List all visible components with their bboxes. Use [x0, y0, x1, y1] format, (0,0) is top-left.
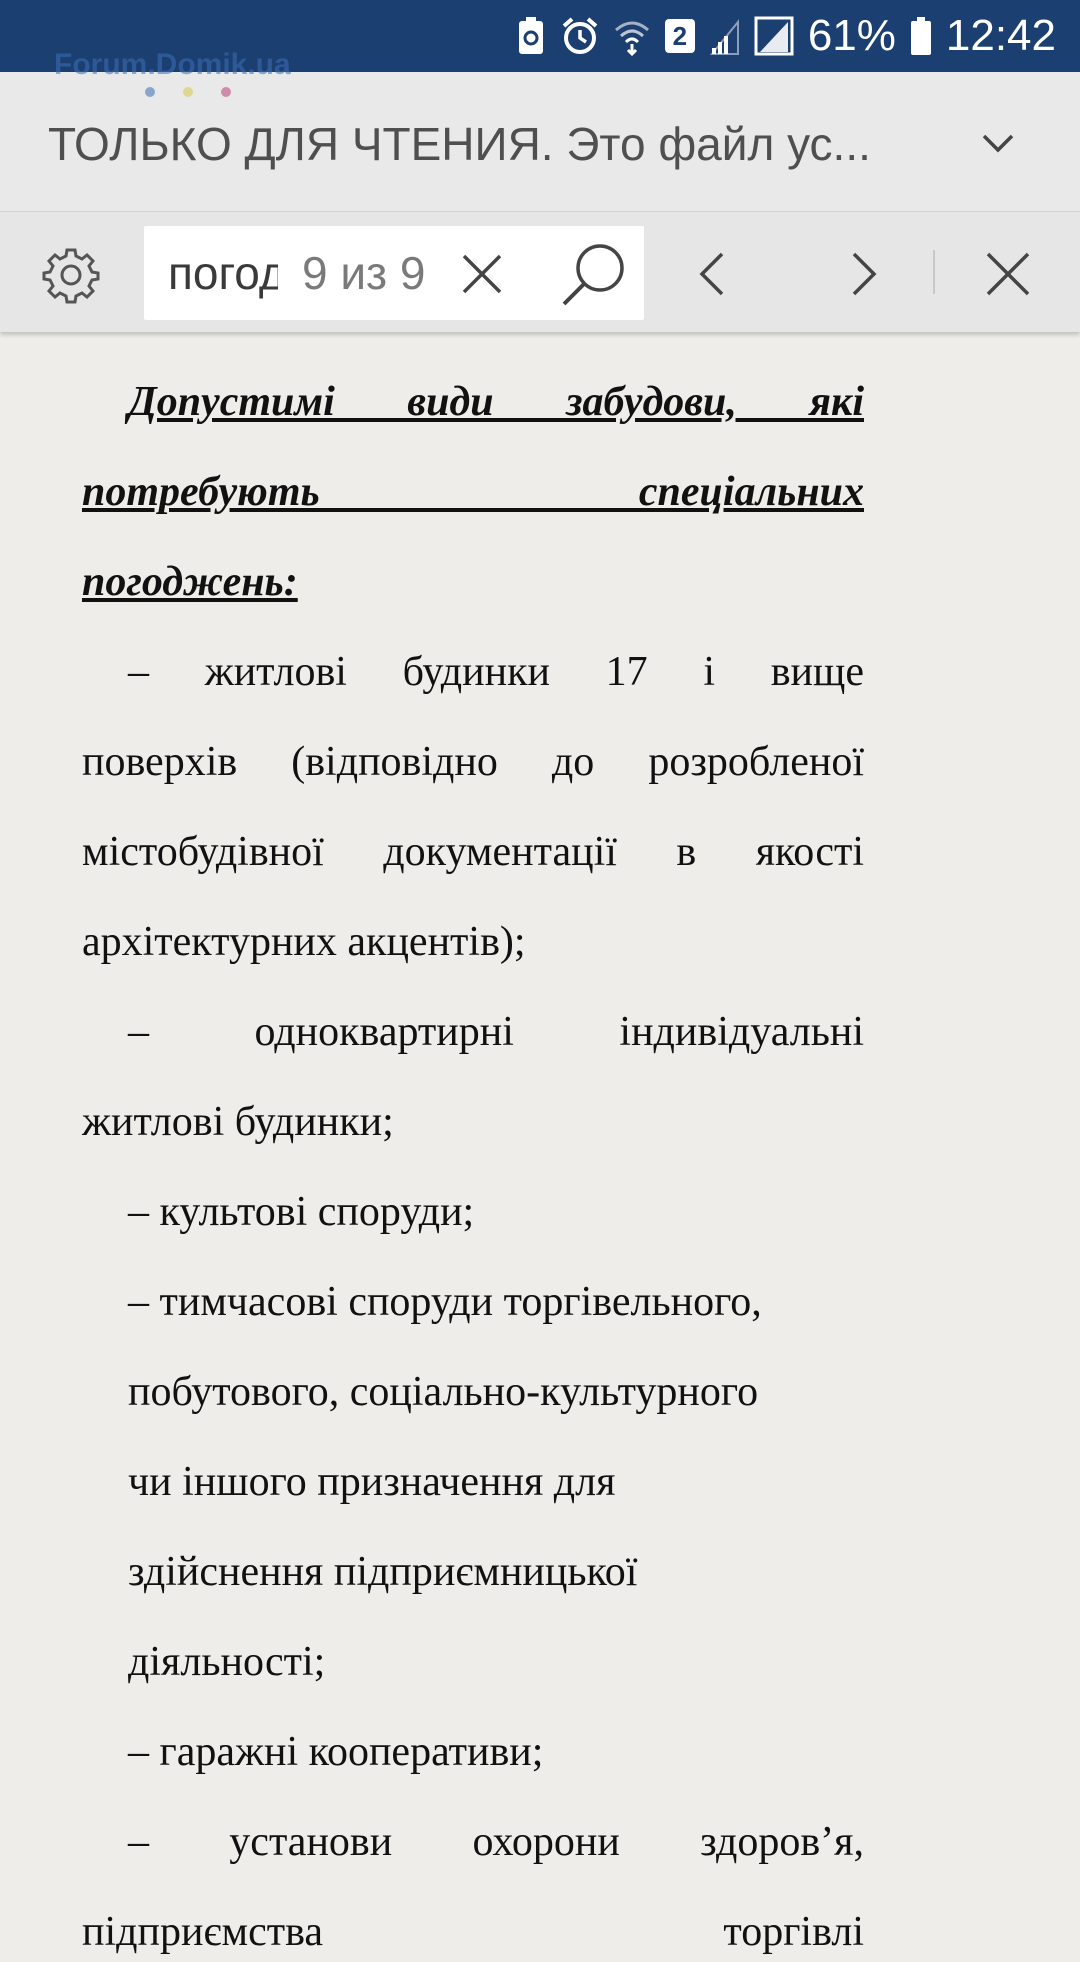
notification-badge: 2 — [672, 21, 688, 51]
watermark-text: Forum.Domik.ua — [54, 48, 291, 81]
battery-icon — [910, 16, 932, 56]
heading-line: потребують спеціальних — [82, 469, 864, 515]
search-icon[interactable] — [558, 240, 628, 310]
clear-icon[interactable] — [460, 252, 504, 296]
paragraph-line: – житлові будинки 17 і вище — [128, 649, 864, 695]
gear-icon[interactable] — [42, 246, 100, 304]
alarm-icon — [560, 16, 600, 56]
match-count: 9 из 9 — [302, 247, 426, 299]
find-search-box[interactable] — [144, 226, 644, 320]
wifi-icon — [614, 16, 650, 56]
paragraph-line: підприємства торгівлі — [82, 1909, 864, 1955]
paragraph-line: діяльності; — [128, 1639, 326, 1685]
heading-line: погоджень: — [82, 559, 298, 605]
paragraph-line: житлові будинки; — [82, 1099, 394, 1145]
paragraph-line: архітектурних акцентів); — [82, 919, 526, 965]
paragraph-line: – тимчасові споруди торгівельного, — [128, 1279, 762, 1325]
paragraph-line: побутового, соціально-культурного — [128, 1369, 759, 1415]
previous-icon[interactable] — [696, 250, 726, 298]
battery-saver-icon — [516, 16, 546, 56]
paragraph-line: поверхів (відповідно до розробленої — [82, 739, 864, 785]
signal-icon — [710, 16, 740, 56]
battery-percent: 61% — [807, 11, 896, 60]
watermark-dots — [144, 86, 274, 98]
paragraph-line: містобудівної документації в якості — [82, 829, 864, 875]
watermark-logo — [54, 48, 291, 100]
paragraph-line: чи іншого призначення для — [128, 1459, 616, 1505]
paragraph-line: – культові споруди; — [128, 1189, 475, 1235]
paragraph-line: – одноквартирні індивідуальні — [128, 1009, 864, 1055]
find-bar — [0, 212, 1080, 332]
status-icons — [516, 0, 1056, 72]
toolbar-divider — [933, 250, 935, 294]
heading-line: Допустимі види забудови, які — [128, 379, 864, 425]
clock: 12:42 — [945, 11, 1056, 60]
find-input[interactable] — [168, 240, 278, 306]
chevron-down-icon[interactable] — [978, 132, 1018, 156]
next-icon[interactable] — [850, 250, 880, 298]
paragraph-line: здійснення підприємницької — [128, 1549, 638, 1595]
document-page[interactable] — [0, 332, 1080, 1955]
paragraph-line: – установи охорони здоров’я, — [128, 1819, 864, 1865]
document-title[interactable]: ТОЛЬКО ДЛЯ ЧТЕНИЯ. Это файл ус... — [48, 118, 871, 170]
signal-icon — [754, 16, 794, 56]
close-icon[interactable] — [984, 250, 1032, 298]
paragraph-line: – гаражні кооперативи; — [128, 1729, 544, 1775]
sim-badge-icon — [664, 18, 696, 54]
